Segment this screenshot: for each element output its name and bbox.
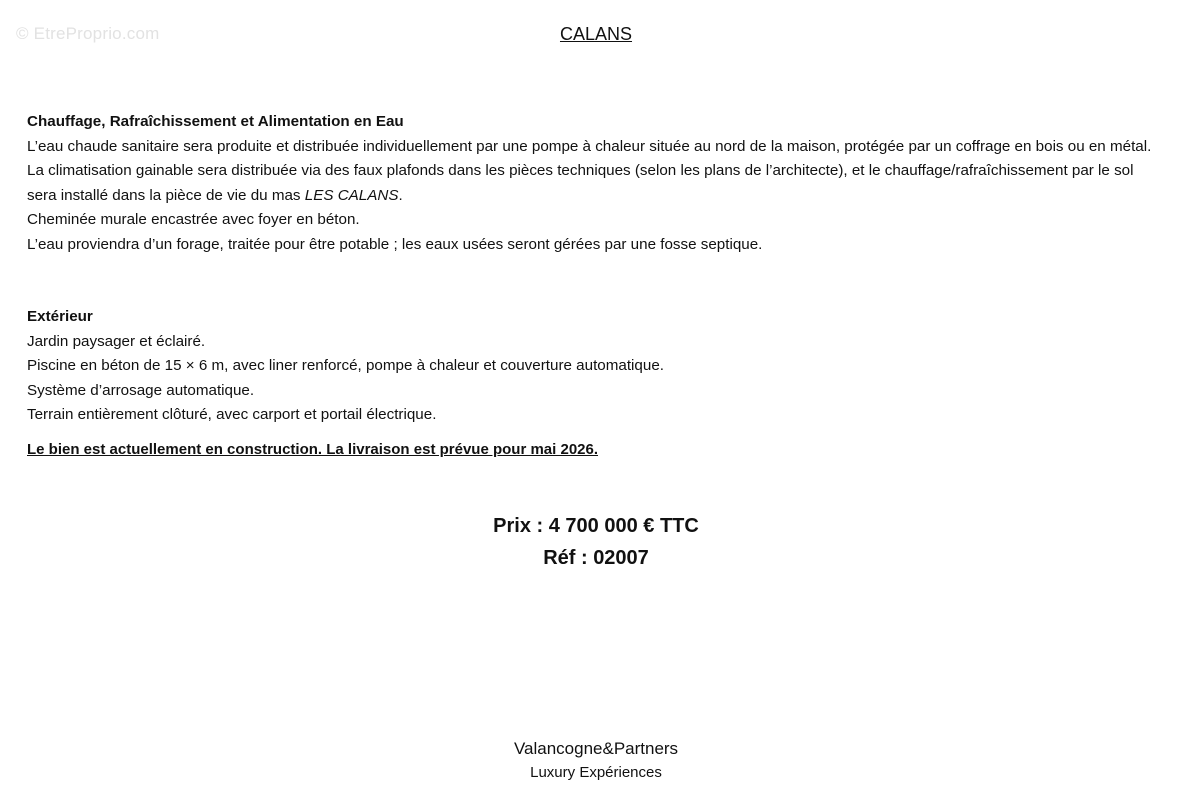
section-heating-heading: Chauffage, Rafraîchissement et Alimentation en Eau [27,113,404,130]
exterior-line: Piscine en béton de 15 × 6 m, avec liner renforcé, pompe à chaleur et couverture automatique. [27,357,664,374]
section-exterior [27,305,1167,428]
footer-tagline: Luxury Expériences [530,764,662,781]
exterior-line: Terrain entièrement clôturé, avec carport et portail électrique. [27,406,437,423]
section-exterior-heading: Extérieur [27,308,93,325]
exterior-line: Système d’arrosage automatique. [27,381,255,399]
footer-company: Valancogne&Partners [513,739,679,758]
water-line: L’eau proviendra d’un forage, traitée pour être potable ; les eaux usées seront gérées par une fosse septique. [27,235,763,253]
price-text: Prix : 4 700 000 € TTC [493,515,699,537]
section-heating-paragraph [27,135,1167,209]
delivery-notice: Le bien est actuellement en construction. La livraison est prévue pour mai 2026. [27,441,599,458]
section-heating [27,110,1167,257]
watermark-text: © EtreProprio.com [16,24,160,43]
paragraph-text: L’eau chaude sanitaire sera produite et distribuée individuellement par une pompe à chaleur située au nord de la maison, protégée par un coffrage en bois ou en métal. La climatisation gainable sera distribuée via des faux plafonds dans les pièces techniques (selon les plans de l’architecte), et le chauffage/rafraîchissement par le sol sera installé dans la pièce de vie du mas [27,137,1152,204]
property-name: LES CALANS [304,186,399,204]
exterior-line: Jardin paysager et éclairé. [27,332,206,350]
paragraph-end: . [398,186,403,204]
fireplace-line: Cheminée murale encastrée avec foyer en béton. [27,211,360,228]
page-title: CALANS [559,24,633,44]
reference-text: Réf : 02007 [543,547,649,569]
